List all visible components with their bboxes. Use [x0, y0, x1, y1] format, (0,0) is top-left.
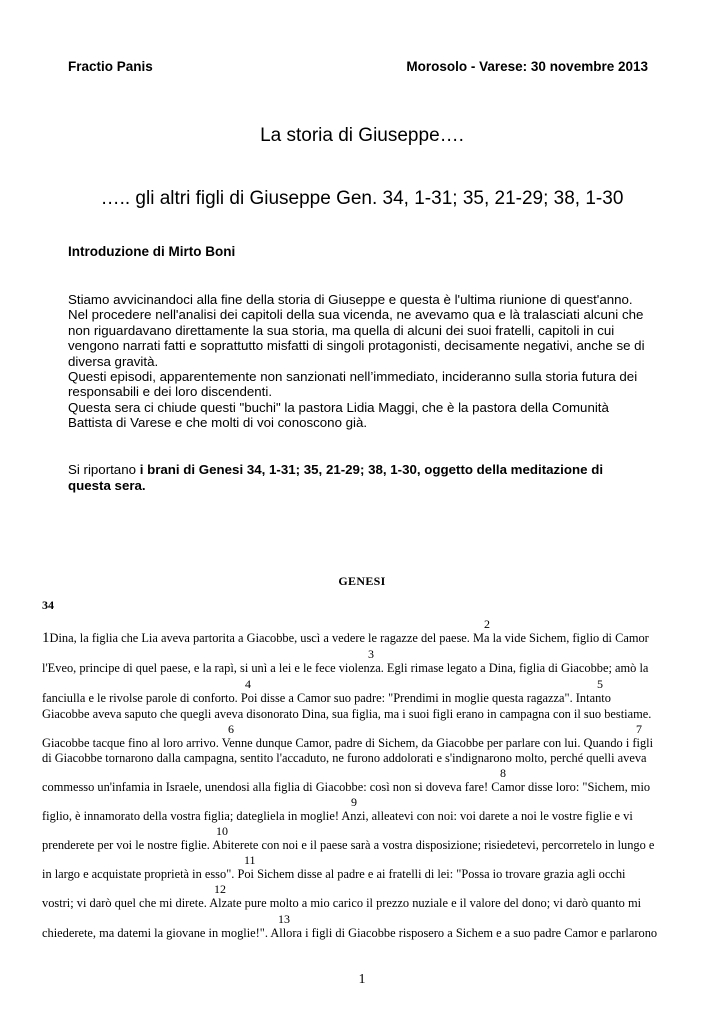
verse-line: commesso un'infamia in Israele, unendosi alla figlia di Giacobbe: così non si doveva fare! Camor disse loro: "Sichem, mio [42, 780, 651, 794]
verse-number: 10 [216, 824, 228, 838]
intro-line: non riguardavano direttamente la sua storia, ma quella di alcuni dei suoi fratelli, capitoli in cui [68, 322, 615, 338]
verse-number: 12 [214, 882, 226, 896]
intro-line: Nel procedere nell'analisi dei capitoli della sua vicenda, ne avevamo qua e là tralasciati alcuni che [68, 307, 644, 323]
verse-line: Giacobbe aveva saputo che quegli aveva disonorato Dina, sua figlia, ma i suoi figli erano in campagna con il suo bestiame. [42, 707, 652, 721]
readings-note-prefix: Si riportano [68, 462, 140, 477]
verse-number: 6 [228, 722, 234, 736]
readings-note-line-1 [68, 462, 668, 478]
readings-note-bold: questa sera. [68, 478, 146, 493]
document-title: La storia di Giuseppe…. [260, 125, 464, 146]
chapter-number: 34 [42, 598, 54, 612]
intro-line: vengono narrati fatti e soprattutto misfatti di singoli protagonisti, decisamente negativi, anche se di [68, 338, 645, 354]
verse-line: chiederete, ma datemi la giovane in moglie!". Allora i figli di Giacobbe risposero a Sichem e a suo padre Camor e parlarono [42, 926, 658, 940]
verse-number: 5 [597, 677, 603, 691]
verse-number: 3 [368, 647, 374, 661]
verse-line: in largo e acquistate proprietà in esso". Poi Sichem disse al padre e ai fratelli di lei: "Possa io trovare grazia agli occhi [42, 867, 626, 881]
verse-number: 1 [42, 630, 50, 646]
verse-number: 11 [244, 853, 256, 867]
section-title: GENESI [338, 574, 386, 588]
intro-line: Questa sera ci chiude questi "buchi" la pastora Lidia Maggi, che è la pastora della Comunità [68, 399, 609, 415]
intro-line: diversa gravità. [68, 353, 159, 369]
verse-line: Giacobbe tacque fino al loro arrivo. Venne dunque Camor, padre di Sichem, da Giacobbe per parlare con lui. Quando i figli [42, 736, 654, 750]
intro-line: Stiamo avvicinandoci alla fine della storia di Giuseppe e questa è l'ultima riunione di quest'anno. [68, 292, 633, 307]
document-subtitle: ….. gli altri figli di Giuseppe Gen. 34, 1-31; 35, 21-29; 38, 1-30 [100, 188, 624, 209]
verse-number: 8 [500, 766, 506, 780]
intro-line: responsabili e dei loro discendenti. [68, 384, 273, 400]
verse-number: 9 [351, 795, 357, 809]
verse-number: 2 [484, 617, 490, 631]
readings-note-line-2 [68, 478, 668, 494]
intro-line: Battista di Varese e che molti di voi conoscono già. [68, 415, 368, 431]
header-right: Morosolo - Varese: 30 novembre 2013 [406, 59, 648, 74]
readings-note-bold: i brani di Genesi 34, 1-31; 35, 21-29; 38, 1-30, oggetto della meditazione di [139, 462, 604, 477]
intro-line: Questi episodi, apparentemente non sanzionati nell’immediato, incideranno sulla storia futura dei [68, 369, 638, 385]
readings-note [68, 462, 668, 494]
verse-line: prenderete per voi le nostre figlie. Abiterete con noi e il paese sarà a vostra disposizione; risiedetevi, percorretelo in lungo e [42, 838, 655, 852]
verse-line: di Giacobbe tornarono dalla campagna, sentito l'accaduto, ne furono addolorati e s'indignarono molto, perché quelli aveva [42, 751, 647, 765]
header-left: Fractio Panis [68, 59, 153, 74]
verse-number: 7 [636, 722, 642, 736]
verse-line [42, 630, 649, 647]
verse-number: 13 [278, 912, 290, 926]
intro-paragraph [68, 292, 668, 431]
verse-number: 4 [245, 677, 251, 691]
page-number: 1 [358, 972, 366, 987]
verse-line: fanciulla e le rivolse parole di conforto. Poi disse a Camor suo padre: "Prendimi in moglie questa ragazza". Intanto [42, 691, 611, 705]
verse-line: figlio, è innamorato della vostra figlia; dategliela in moglie! Anzi, alleatevi con noi: voi darete a noi le vostre figlie e vi [42, 809, 633, 823]
verse-line: vostri; vi darò quel che mi direte. Alzate pure molto a mio carico il prezzo nuziale e il valore del dono; vi darò quanto mi [42, 896, 642, 910]
intro-heading: Introduzione di Mirto Boni [68, 244, 236, 259]
verse-line: l'Eveo, principe di quel paese, e la rapì, si unì a lei e le fece violenza. Egli rimase legato a Dina, figlia di Giacobbe; amò la [42, 661, 649, 675]
verse-text: Dina, la figlia che Lia aveva partorita a Giacobbe, uscì a vedere le ragazze del paese. Ma la vide Sichem, figlio di Camor [49, 631, 649, 645]
